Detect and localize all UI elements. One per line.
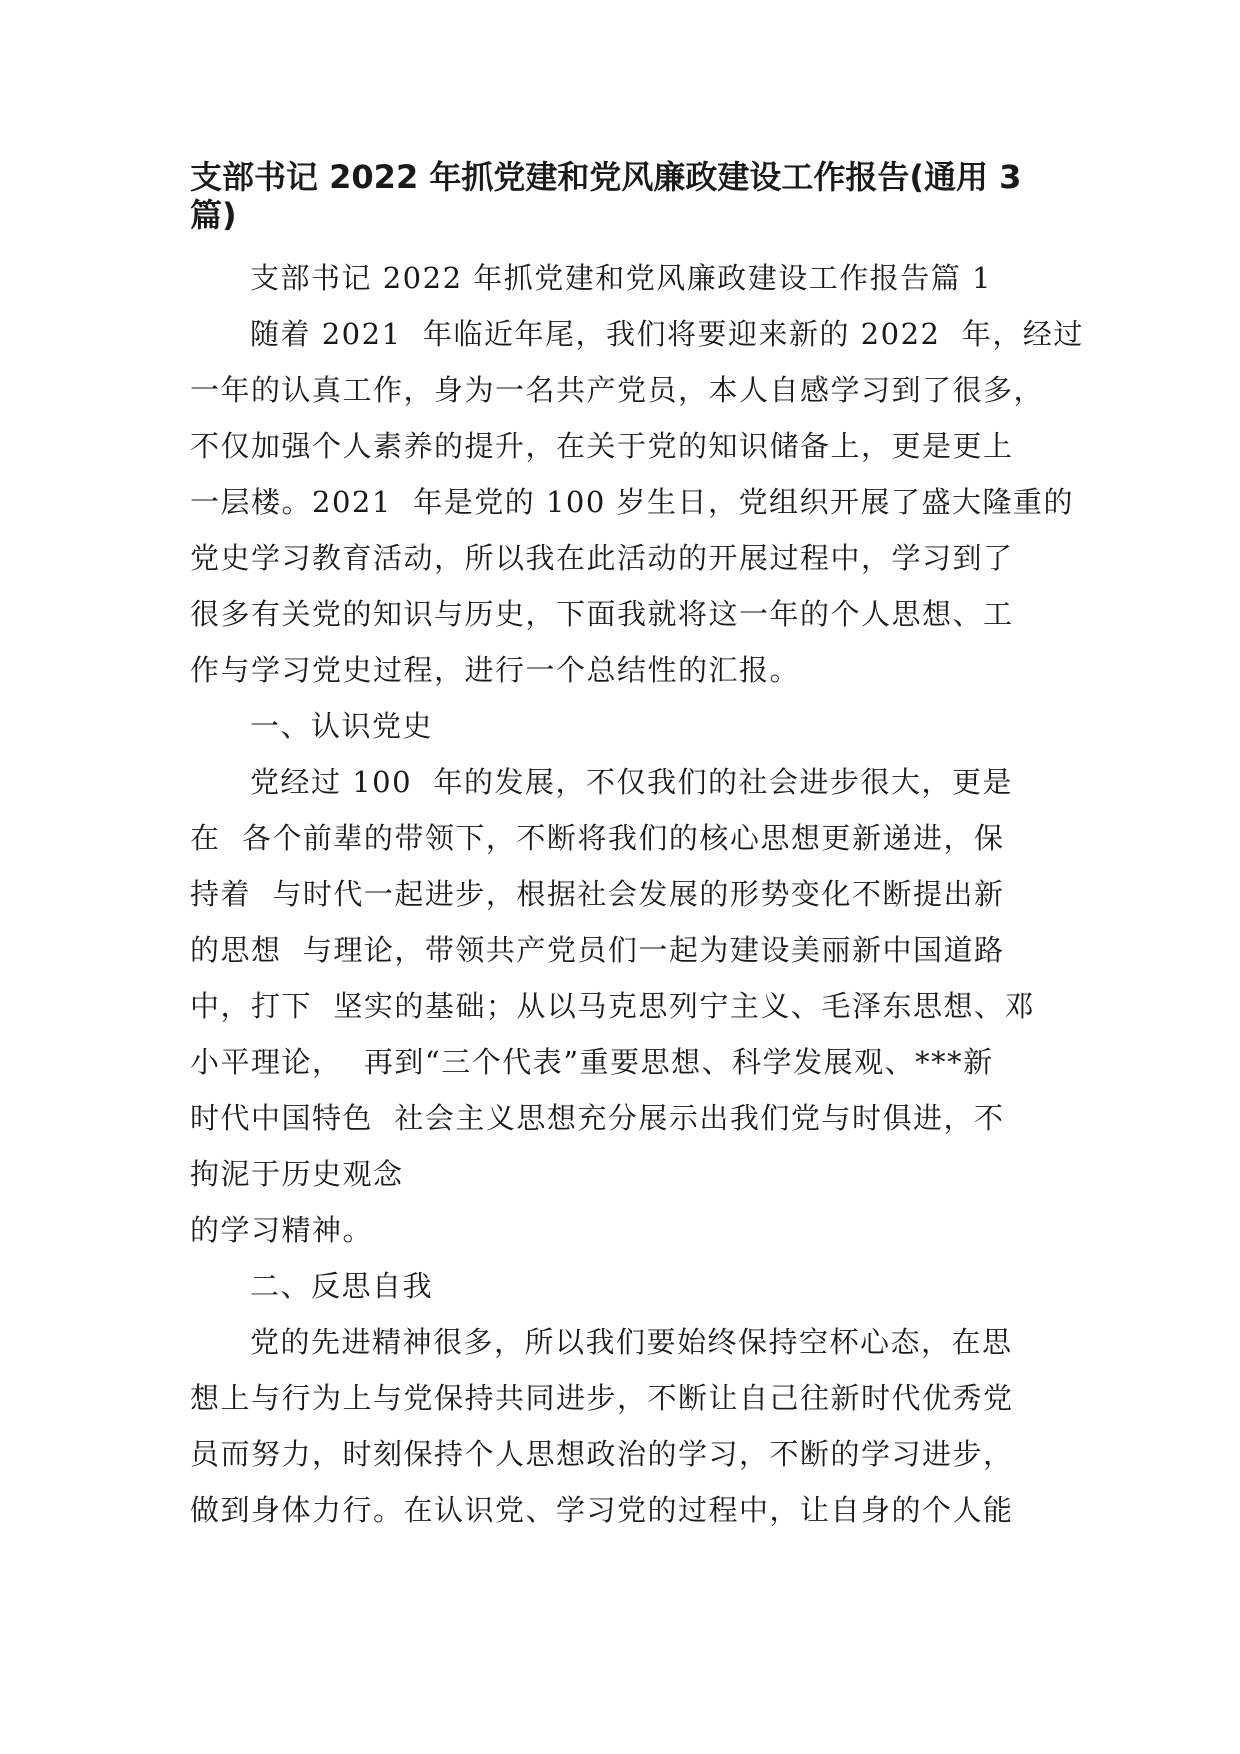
document-title <box>190 158 1050 234</box>
text-line: 拘泥于历史观念 <box>190 1157 404 1191</box>
text-line: 时代中国特色 社会主义思想充分展示出我们党与时俱进，不 <box>190 1101 1005 1135</box>
text-line: 支部书记 2022 年抓党建和党风廉政建设工作报告篇 1 <box>250 261 992 295</box>
text-line: 党史学习教育活动，所以我在此活动的开展过程中，学习到了 <box>190 541 1014 575</box>
text-line: 不仅加强个人素养的提升，在关于党的知识储备上，更是更上 <box>190 429 1014 463</box>
text-line: 党经过 100 年的发展，不仅我们的社会进步很大，更是 <box>250 765 1014 799</box>
text-line: 中，打下 坚实的基础；从以马克思列宁主义、毛泽东思想、邓 <box>190 989 1035 1023</box>
text-line: 二、反思自我 <box>250 1269 434 1303</box>
text-line: 一层楼。2021 年是党的 100 岁生日，党组织开展了盛大隆重的 <box>190 485 1075 519</box>
text-line: 的思想 与理论，带领共产党员们一起为建设美丽新中国道路 <box>190 933 1005 967</box>
text-line: 持着 与时代一起进步，根据社会发展的形势变化不断提出新 <box>190 877 1005 911</box>
text-line: 在 各个前辈的带领下，不断将我们的核心思想更新递进，保 <box>190 821 1005 855</box>
text-line: 小平理论， 再到“三个代表”重要思想、科学发展观、***新 <box>190 1045 994 1079</box>
text-line: 一年的认真工作，身为一名共产党员，本人自感学习到了很多， <box>190 373 1045 407</box>
text-line: 很多有关党的知识与历史，下面我就将这一年的个人思想、工 <box>190 597 1014 631</box>
title-line-2: 篇) <box>190 196 237 234</box>
title-line-1: 支部书记 2022 年抓党建和党风廉政建设工作报告(通用 3 <box>190 158 1022 196</box>
text-line: 作与学习党史过程，进行一个总结性的汇报。 <box>190 653 801 687</box>
text-line: 做到身体力行。在认识党、学习党的过程中，让自身的个人能 <box>190 1493 1014 1527</box>
text-line: 党的先进精神很多，所以我们要始终保持空杯心态，在思 <box>250 1325 1013 1359</box>
text-line: 随着 2021 年临近年尾，我们将要迎来新的 2022 年，经过 <box>250 317 1084 351</box>
text-line: 员而努力，时刻保持个人思想政治的学习，不断的学习进步， <box>190 1437 1014 1471</box>
document-body <box>190 250 1084 1538</box>
text-line: 想上与行为上与党保持共同进步，不断让自己往新时代优秀党 <box>190 1381 1014 1415</box>
text-line: 一、认识党史 <box>250 709 434 743</box>
text-line: 的学习精神。 <box>190 1213 374 1247</box>
